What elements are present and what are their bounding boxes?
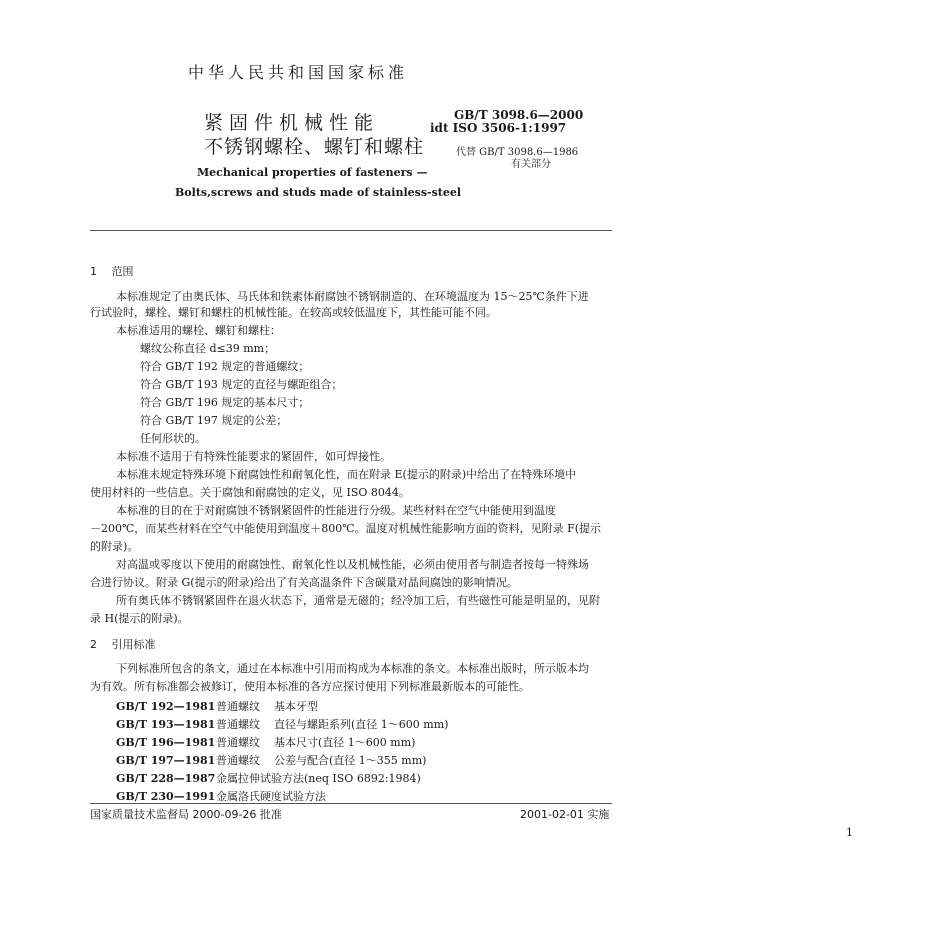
paragraph-line: 下列标准所包含的条文，通过在本标准中引用而构成为本标准的条文。本标准出版时，所示版本均	[116, 662, 589, 675]
section-number: 1	[90, 265, 97, 278]
list-item: 符合 GB/T 197 规定的公差；	[140, 414, 288, 427]
page-number: 1	[846, 826, 853, 839]
reference-row	[116, 752, 426, 768]
chinese-title-line-1: 紧固件机械性能	[204, 112, 380, 134]
reference-row	[116, 734, 415, 750]
paragraph-line: 本标准规定了由奥氏体、马氏体和铁素体耐腐蚀不锈钢制造的、在环境温度为 15～25℃条件下进	[116, 290, 589, 303]
header-divider	[90, 230, 612, 231]
paragraph-line: －200℃，而某些材料在空气中能使用到温度＋800℃。温度对机械性能影响方面的资料，见附录 F(提示	[90, 522, 602, 535]
reference-row	[116, 716, 448, 732]
paragraph-line: 本标准未规定特殊环境下耐腐蚀性和耐氧化性，而在附录 E(提示的附录)中给出了在特殊环境中	[116, 468, 577, 481]
national-standard-heading: 中华人民共和国国家标准	[188, 63, 409, 82]
reference-code: GB/T 197—1981	[116, 754, 216, 767]
list-item: 螺纹公称直径 d≤39 mm；	[140, 342, 276, 355]
reference-row	[116, 788, 326, 804]
paragraph-line: 本标准适用的螺栓、螺钉和螺柱：	[116, 324, 281, 337]
section-title: 引用标准	[111, 638, 156, 651]
chinese-title-line-2: 不锈钢螺栓、螺钉和螺柱	[204, 136, 425, 158]
english-title-line-1: Mechanical properties of fasteners —	[197, 166, 428, 179]
section-number: 2	[90, 638, 97, 651]
section-title: 范围	[111, 265, 134, 278]
paragraph-line: 为有效。所有标准都会被修订，使用本标准的各方应探讨使用下列标准最新版本的可能性。	[90, 680, 530, 693]
standard-code: GB/T 3098.6—2000	[454, 108, 584, 122]
reference-code: GB/T 196—1981	[116, 736, 216, 749]
reference-code: GB/T 228—1987	[116, 772, 216, 785]
list-item: 任何形状的。	[140, 432, 206, 445]
paragraph-line: 行试验时，螺栓、螺钉和螺柱的机械性能。在较高或较低温度下，其性能可能不同。	[90, 306, 497, 319]
reference-category: 普通螺纹	[216, 700, 260, 713]
paragraph-line: 本标准不适用于有特殊性能要求的紧固件，如可焊接性。	[116, 450, 391, 463]
paragraph-line: 所有奥氏体不锈钢紧固件在退火状态下，通常是无磁的；经冷加工后，有些磁性可能是明显的，见附	[116, 594, 600, 607]
section-2-heading	[90, 636, 156, 652]
reference-title: 公差与配合(直径 1～355 mm)	[274, 754, 427, 767]
list-item: 符合 GB/T 196 规定的基本尺寸；	[140, 396, 310, 409]
paragraph-line: 对高温或零度以下使用的耐腐蚀性、耐氧化性以及机械性能，必须由使用者与制造者按每一特殊场	[116, 558, 589, 571]
reference-code: GB/T 193—1981	[116, 718, 216, 731]
english-title-line-2: Bolts,screws and studs made of stainless-steel	[175, 186, 462, 199]
replaces-note: 代替 GB/T 3098.6—1986	[456, 147, 579, 158]
reference-title: 基本牙型	[274, 700, 318, 713]
paragraph-line: 录 H(提示的附录)。	[90, 612, 189, 625]
paragraph-line: 合进行协议。附录 G(提示的附录)给出了有关高温条件下含碳量对晶间腐蚀的影响情况。	[90, 576, 518, 589]
reference-row	[116, 698, 318, 714]
reference-category: 普通螺纹	[216, 718, 260, 731]
paragraph-line: 本标准的目的在于对耐腐蚀不锈钢紧固件的性能进行分级。某些材料在空气中能使用到温度	[116, 504, 556, 517]
paragraph-line: 使用材料的一些信息。关于腐蚀和耐腐蚀的定义，见 ISO 8044。	[90, 486, 410, 499]
list-item: 符合 GB/T 193 规定的直径与螺距组合；	[140, 378, 343, 391]
paragraph-line: 的附录)。	[90, 540, 139, 553]
reference-row	[116, 770, 421, 786]
reference-code: GB/T 230—1991	[116, 790, 216, 803]
footer-divider	[90, 803, 612, 804]
reference-title: 基本尺寸(直径 1～600 mm)	[274, 736, 416, 749]
section-1-heading	[90, 263, 134, 279]
reference-category: 金属洛氏硬度试验方法	[216, 790, 326, 803]
reference-category: 普通螺纹	[216, 736, 260, 749]
reference-code: GB/T 192—1981	[116, 700, 216, 713]
issue-date: 国家质量技术监督局 2000-09-26 批准	[90, 808, 282, 821]
reference-title: 直径与螺距系列(直径 1～600 mm)	[274, 718, 449, 731]
reference-category: 普通螺纹	[216, 754, 260, 767]
effective-date: 2001-02-01 实施	[520, 808, 610, 821]
iso-equivalent-code: idt ISO 3506-1:1997	[430, 121, 567, 135]
reference-category: 金属拉伸试验方法(neq ISO 6892:1984)	[216, 772, 421, 785]
list-item: 符合 GB/T 192 规定的普通螺纹；	[140, 360, 310, 373]
related-parts-note: 有关部分	[511, 159, 551, 170]
